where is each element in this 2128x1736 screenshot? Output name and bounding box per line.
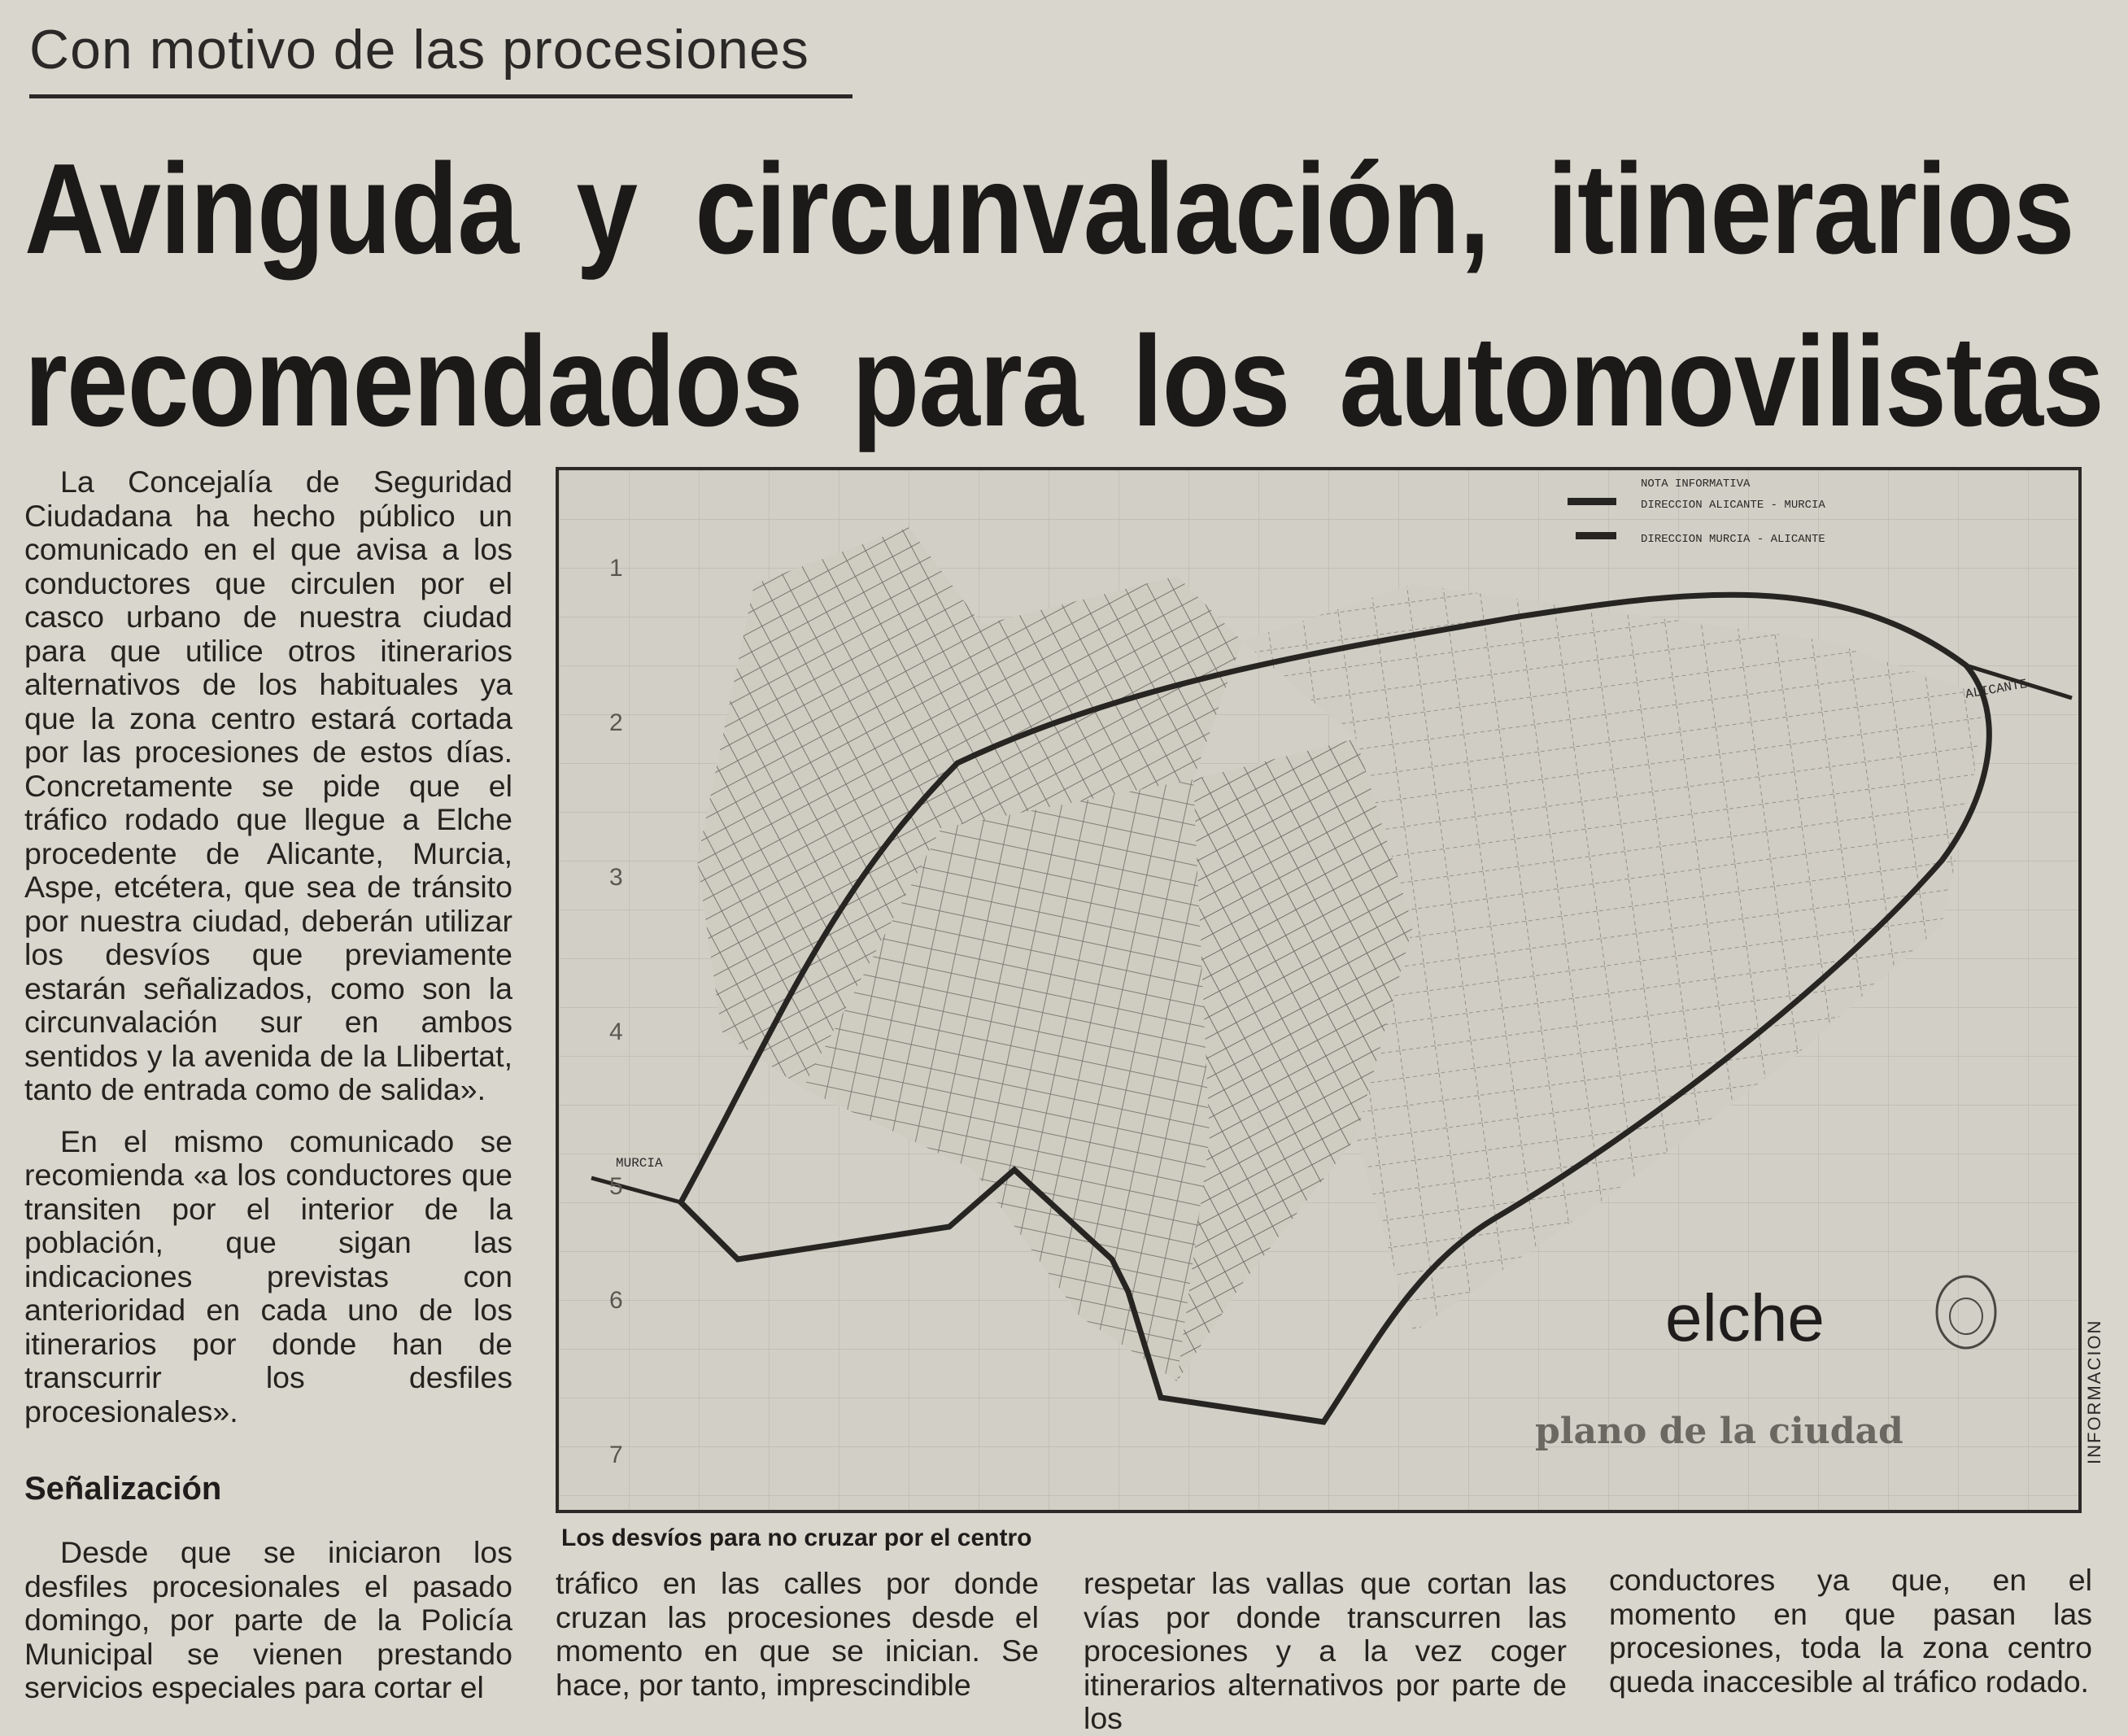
side-credit: INFORMACION xyxy=(2084,1319,2104,1464)
kicker: Con motivo de las procesiones xyxy=(29,19,809,81)
row-number: 4 xyxy=(609,1018,623,1045)
row-number: 2 xyxy=(609,709,623,736)
headline-line-1: Avinguda y circunvalación, itinerarios xyxy=(24,137,2074,281)
map-caption: Los desvíos para no cruzar por el centro xyxy=(561,1524,1032,1551)
row-number: 1 xyxy=(609,555,623,582)
row-number: 5 xyxy=(609,1173,623,1200)
map-figure xyxy=(556,467,2082,1513)
paragraph-col2: tráfico en las calles por donde cruzan las procesiones desde el momento en que se inician. Se hace, por tanto, imprescindible xyxy=(556,1566,1039,1702)
legend-swatch-2 xyxy=(1576,532,1616,539)
legend-item-2: DIRECCION MURCIA - ALICANTE xyxy=(1641,533,1825,546)
row-number: 6 xyxy=(609,1287,623,1314)
headline-line-2: recomendados para los automovilistas xyxy=(24,310,2104,453)
city-map xyxy=(559,470,2078,1510)
legend-title: NOTA INFORMATIVA xyxy=(1641,478,1751,491)
label-murcia: MURCIA xyxy=(616,1156,663,1171)
legend-item-1: DIRECCION ALICANTE - MURCIA xyxy=(1641,499,1825,512)
row-number: 3 xyxy=(609,864,623,891)
column-1-continued xyxy=(24,1536,512,1705)
kicker-underline xyxy=(29,94,853,98)
map-subtitle: plano de la ciudad xyxy=(1535,1411,1903,1452)
paragraph-3: Desde que se iniciaron los desfiles procesionales el pasado domingo, por parte de la Policía Municipal se vienen prestando servicios especiales para cortar el xyxy=(24,1535,512,1704)
column-2 xyxy=(556,1567,1039,1702)
column-3 xyxy=(1084,1567,1567,1736)
paragraph-1: La Concejalía de Seguridad Ciudadana ha hecho público un comunicado en el que avisa a los conductores que circulen por el casco urbano de nuestra ciudad para que utilice otros itinerarios alternativos de los habituales ya que la zona centro estará cortada por las procesiones de estos días. Concretamente se pide que el tráfico rodado que llegue a Elche procedente de Alicante, Murcia, Aspe, etcétera, que sea de tránsito por nuestra ciudad, deberán utilizar los desvíos que previamente estarán señalizados, como son la circunvalación sur en ambos sentidos y la avenida de la Llibertat, tanto de entrada como de salida». xyxy=(24,465,512,1106)
column-4 xyxy=(1609,1564,2092,1699)
row-number: 7 xyxy=(609,1442,623,1468)
paragraph-col3: respetar las vallas que cortan las vías por donde transcurren las procesiones y a la vez coger itinerarios alternativos por parte de los xyxy=(1084,1566,1567,1735)
legend-swatch-1 xyxy=(1568,498,1616,505)
paragraph-col4: conductores ya que, en el momento en que pasan las procesiones, toda la zona centro queda inaccesible al tráfico rodado. xyxy=(1609,1563,2092,1699)
column-1 xyxy=(24,465,512,1428)
map-city-name: elche xyxy=(1665,1281,1825,1355)
paragraph-2: En el mismo comunicado se recomienda «a los conductores que transiten por el interior de la población, que sigan las indicaciones previstas con anterioridad en cada uno de los itinerarios por donde han de transcurrir los desfiles procesionales». xyxy=(24,1123,512,1428)
label-alicante: ALICANTE xyxy=(1964,676,2029,702)
subheading: Señalización xyxy=(24,1471,222,1507)
